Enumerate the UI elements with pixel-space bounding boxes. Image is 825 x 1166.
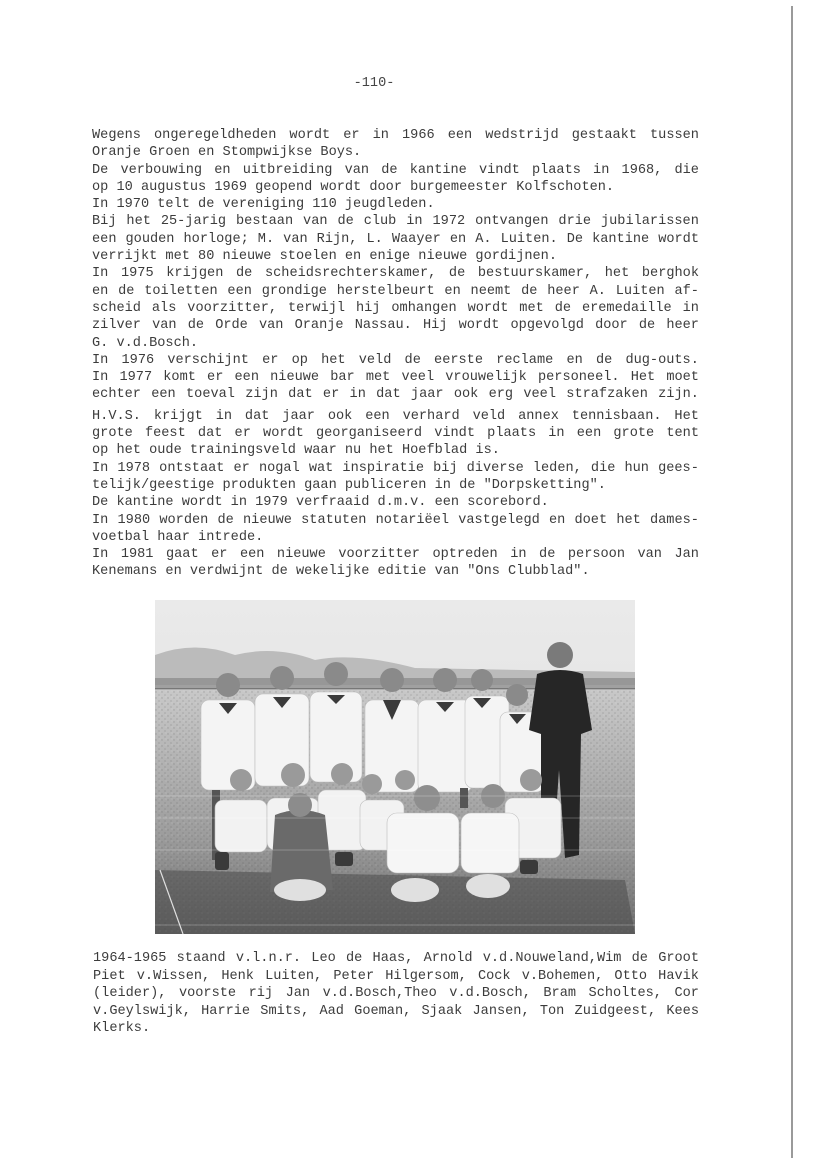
word: de xyxy=(448,266,466,282)
word: optreden xyxy=(432,547,498,563)
word: in xyxy=(593,162,610,178)
word: 1964-1965 xyxy=(93,951,167,966)
word: In xyxy=(92,547,109,563)
word: als xyxy=(151,300,177,316)
word: Hij xyxy=(422,318,448,334)
body-text xyxy=(92,127,699,581)
word: Henk xyxy=(221,968,254,984)
word: de xyxy=(539,547,556,563)
word: van xyxy=(344,162,370,178)
word: Oranje xyxy=(294,318,344,334)
word: van xyxy=(637,547,662,563)
word: voorzitter xyxy=(338,547,420,563)
word: Jan xyxy=(285,986,311,1001)
word: jaar xyxy=(282,408,315,424)
word: In xyxy=(92,266,109,282)
word: grote xyxy=(613,426,655,442)
word: statuten xyxy=(301,512,367,528)
word: tent xyxy=(666,426,699,442)
word: veld xyxy=(472,408,506,424)
word: het xyxy=(126,214,151,230)
word: eerste xyxy=(434,352,483,368)
word: en xyxy=(566,352,583,368)
word: De xyxy=(92,162,109,178)
word: moet xyxy=(666,370,699,386)
word: af- xyxy=(674,283,699,299)
word: v.Geylswijk, xyxy=(93,1003,191,1019)
word: wordt xyxy=(263,426,304,442)
word: komt xyxy=(163,370,196,386)
word: de xyxy=(118,283,135,299)
word: Cor xyxy=(674,986,699,1001)
word: er xyxy=(233,460,250,476)
word: van xyxy=(152,318,177,334)
text-line xyxy=(92,546,699,563)
word: v.d.Bosch, xyxy=(449,986,531,1001)
word: plaats xyxy=(531,162,581,178)
word: de xyxy=(346,951,363,966)
word: nogal xyxy=(258,460,300,476)
text-line xyxy=(92,283,699,300)
team-photo-image xyxy=(155,600,635,934)
word: rij xyxy=(248,986,274,1001)
word: notariëel xyxy=(375,512,450,528)
word: verbouwing xyxy=(120,162,203,178)
word: In xyxy=(92,460,109,476)
word: Peter xyxy=(333,968,375,984)
word: Haas, xyxy=(372,951,414,966)
word: zijn. xyxy=(658,387,699,403)
word: jaar xyxy=(410,387,444,403)
word: in xyxy=(406,214,423,230)
text-line xyxy=(92,213,699,230)
word: grote xyxy=(92,426,133,442)
word: A. xyxy=(589,283,606,299)
text-line xyxy=(92,512,699,529)
word: erg xyxy=(488,387,514,403)
word: Goeman, xyxy=(354,1003,412,1019)
word: scheidsrechterskamer, xyxy=(264,266,437,282)
word: wat xyxy=(308,460,334,476)
caption-line xyxy=(93,985,699,1003)
word: L. xyxy=(366,231,383,247)
word: in xyxy=(510,547,527,563)
word: gouden xyxy=(125,231,175,247)
text-line xyxy=(92,265,699,282)
word: herstelbeurt xyxy=(336,283,435,299)
text-line: op het oude trainingsveld waar nu het Hoefblad is. xyxy=(92,443,500,459)
word: de xyxy=(217,512,234,528)
word: Groot xyxy=(658,951,699,966)
word: er xyxy=(234,426,251,442)
word: het xyxy=(616,512,641,528)
caption-line xyxy=(93,950,699,968)
word: tennisbaan. xyxy=(571,408,662,424)
paragraph-1 xyxy=(92,127,699,404)
word: veld xyxy=(358,352,392,368)
text-line xyxy=(92,162,699,179)
word: dug-outs. xyxy=(625,352,699,368)
word: doet xyxy=(574,512,608,528)
text-line: op 10 augustus 1969 geopend wordt door burgemeester Kolfschoten. xyxy=(92,179,615,195)
word: heer xyxy=(666,318,699,334)
word: plaats xyxy=(487,426,537,442)
word: Het xyxy=(630,370,656,386)
word: v.d.Bosch,Theo xyxy=(322,986,437,1001)
word: in xyxy=(372,128,389,143)
word: wordt xyxy=(458,318,500,334)
word: van xyxy=(283,231,308,247)
word: drie xyxy=(558,214,592,230)
text-line: verrijkt met 80 nieuwe stoelen en enige nieuwe gordijnen. xyxy=(92,249,557,265)
word: met xyxy=(365,370,391,386)
word: horloge; xyxy=(183,231,249,247)
word: Sjaak xyxy=(421,1003,463,1019)
text-line: voetbal haar intrede. xyxy=(92,529,264,545)
word: Het xyxy=(674,408,699,424)
word: Orde xyxy=(215,318,248,334)
word: er xyxy=(262,352,279,368)
word: Bij xyxy=(92,214,117,230)
word: de xyxy=(521,283,538,299)
word: 1975 xyxy=(120,266,154,282)
word: vindt xyxy=(434,426,475,442)
word: Jansen, xyxy=(472,1003,530,1019)
word: 1976 xyxy=(121,352,155,368)
word: toeval xyxy=(186,387,235,403)
word: een xyxy=(234,370,259,386)
word: Luiten, xyxy=(265,968,323,984)
word: voorste xyxy=(178,986,237,1001)
word: zilver xyxy=(92,318,141,334)
word: een xyxy=(151,387,176,403)
word: een xyxy=(447,128,473,143)
word: v.Wissen, xyxy=(136,968,211,984)
word: terwijl xyxy=(287,300,346,316)
word: dat xyxy=(376,387,401,403)
word: v.l.n.r. xyxy=(235,951,302,966)
word: 1968, xyxy=(621,162,663,178)
word: het xyxy=(321,352,346,368)
word: van xyxy=(258,318,284,334)
word: M. xyxy=(257,231,275,247)
word: vastgelegd xyxy=(458,512,540,528)
word: Hilgersom, xyxy=(385,968,467,984)
word: de xyxy=(337,214,354,230)
page-number: -110- xyxy=(353,76,395,91)
word: Scholtes, xyxy=(588,986,662,1001)
word: gaat xyxy=(165,547,199,563)
word: In xyxy=(92,352,109,368)
team-photo xyxy=(155,600,635,934)
word: verschijnt xyxy=(167,352,249,368)
scan-edge-line xyxy=(791,6,793,1158)
word: neemt xyxy=(470,283,512,299)
word: De xyxy=(566,231,584,247)
word: Leo xyxy=(311,951,336,966)
word: Rijn, xyxy=(316,231,358,247)
word: die xyxy=(590,460,616,476)
word: ook xyxy=(327,408,353,424)
text-line xyxy=(92,386,699,403)
word: hun xyxy=(624,460,649,476)
word: (leider), xyxy=(93,986,167,1001)
word: er xyxy=(211,547,228,563)
photo-caption xyxy=(93,950,699,1038)
paragraph-2 xyxy=(92,408,699,581)
word: club xyxy=(363,214,397,230)
word: georganiseerd xyxy=(315,426,423,442)
word: krijgt xyxy=(153,408,203,424)
word: Wegens xyxy=(92,128,141,143)
word: en xyxy=(548,512,566,528)
word: de xyxy=(187,318,205,334)
word: scheid xyxy=(92,300,141,316)
word: en xyxy=(444,283,461,299)
word: en xyxy=(214,162,231,178)
word: dat xyxy=(197,426,223,442)
word: Luiten. xyxy=(500,231,558,247)
word: worden xyxy=(159,512,209,528)
word: Zuidgeest, xyxy=(574,1003,657,1019)
word: dames- xyxy=(649,512,699,528)
word: kantine xyxy=(592,231,650,247)
text-line xyxy=(92,127,699,144)
word: wordt xyxy=(289,128,331,143)
word: het xyxy=(604,266,630,282)
word: opgevolgd xyxy=(510,318,584,334)
text-line: De kantine wordt in 1979 verfraaid d.m.v. een scorebord. xyxy=(92,495,549,511)
caption-line: Klerks. xyxy=(93,1021,151,1036)
word: jubilarissen xyxy=(600,214,699,230)
word: en xyxy=(92,283,109,299)
word: Bram xyxy=(543,986,577,1001)
word: gees- xyxy=(658,460,699,476)
word: verhard xyxy=(402,408,460,424)
word: ook xyxy=(453,387,479,403)
word: Jan xyxy=(674,547,699,563)
word: vindt xyxy=(478,162,520,178)
word: met xyxy=(519,300,544,316)
word: zijn xyxy=(245,387,278,403)
word: de xyxy=(236,266,253,282)
word: ongeregeldheden xyxy=(154,128,277,143)
word: Havik xyxy=(658,968,699,984)
word: bij xyxy=(433,460,458,476)
word: een xyxy=(92,231,117,247)
word: v.d.Nouweland,Wim xyxy=(482,951,622,966)
word: reclame xyxy=(496,352,554,368)
word: Cock xyxy=(477,968,511,984)
text-line: telijk/geestige produkten gaan publiceren in de "Dorpsketting". xyxy=(92,477,606,493)
word: Luiten xyxy=(615,283,665,299)
word: de xyxy=(381,162,398,178)
text-line: In 1970 telt de vereniging 110 jeugdleden. xyxy=(92,197,435,213)
word: de xyxy=(638,318,656,334)
word: ontstaat xyxy=(159,460,225,476)
text-line xyxy=(92,425,699,442)
word: in xyxy=(215,408,233,424)
word: nieuwe xyxy=(243,512,292,528)
word: Arnold xyxy=(423,951,473,966)
word: leden, xyxy=(532,460,582,476)
word: in xyxy=(349,387,366,403)
word: In xyxy=(92,512,109,528)
word: in xyxy=(682,300,699,316)
word: Ton xyxy=(539,1003,565,1019)
text-line xyxy=(92,369,699,386)
word: een xyxy=(365,408,390,424)
word: wordt xyxy=(658,231,699,247)
word: de xyxy=(404,352,421,368)
word: inspiratie xyxy=(342,460,424,476)
word: 1978 xyxy=(117,460,151,476)
text-line xyxy=(92,460,699,477)
word: die xyxy=(674,162,699,178)
word: 25-jarig xyxy=(160,214,227,230)
word: persoon xyxy=(567,547,625,563)
word: de xyxy=(554,300,572,316)
text-line xyxy=(92,231,699,248)
word: diverse xyxy=(466,460,524,476)
word: er xyxy=(207,370,224,386)
word: omhangen xyxy=(391,300,457,316)
word: wordt xyxy=(467,300,509,316)
word: bestuurskamer, xyxy=(477,266,593,282)
text-line xyxy=(92,408,699,425)
word: en xyxy=(449,231,467,247)
word: personeel. xyxy=(537,370,620,386)
word: van xyxy=(303,214,328,230)
word: A. xyxy=(475,231,492,247)
word: ontvangen xyxy=(475,214,549,230)
word: heer xyxy=(547,283,580,299)
word: in xyxy=(548,426,565,442)
word: grondige xyxy=(261,283,327,299)
word: Piet xyxy=(93,968,126,984)
word: nieuwe xyxy=(276,547,326,563)
word: Nassau. xyxy=(354,318,412,334)
word: de xyxy=(595,352,613,368)
word: gestaakt xyxy=(571,128,637,143)
word: nieuwe xyxy=(270,370,320,386)
word: annex xyxy=(518,408,559,424)
word: strafzaken xyxy=(566,387,648,403)
word: echter xyxy=(92,387,141,403)
text-line xyxy=(92,317,699,334)
text-line: Kenemans en verdwijnt de wekelijke editie van "Ons Clubblad". xyxy=(92,564,590,580)
word: H.V.S. xyxy=(92,408,141,424)
word: Aad xyxy=(319,1003,344,1019)
word: op xyxy=(291,352,308,368)
word: hij xyxy=(355,300,381,316)
text-line xyxy=(92,352,699,369)
word: berghok xyxy=(641,266,699,282)
word: er xyxy=(322,387,340,403)
word: eremedaille xyxy=(581,300,672,316)
word: bar xyxy=(330,370,355,386)
word: 1981 xyxy=(120,547,154,563)
word: vrouwelijk xyxy=(445,370,527,386)
word: v.Bohemen, xyxy=(521,968,604,984)
word: bestaan xyxy=(236,214,294,230)
word: krijgen xyxy=(166,266,224,282)
word: voorzitter, xyxy=(187,300,278,316)
word: uitbreiding xyxy=(242,162,333,178)
word: Smits, xyxy=(260,1003,310,1019)
caption-line xyxy=(93,968,699,986)
word: wedstrijd xyxy=(485,128,559,143)
word: veel xyxy=(401,370,435,386)
word: tussen xyxy=(650,128,699,143)
word: feest xyxy=(144,426,186,442)
word: 1972 xyxy=(432,214,466,230)
word: een xyxy=(239,547,265,563)
word: dat xyxy=(244,408,270,424)
word: 1966 xyxy=(402,128,435,143)
word: In xyxy=(92,370,109,386)
word: kantine xyxy=(409,162,467,178)
word: een xyxy=(227,283,252,299)
word: een xyxy=(576,426,602,442)
word: staand xyxy=(176,951,226,966)
text-line: G. v.d.Bosch. xyxy=(92,335,199,351)
word: door xyxy=(595,318,628,334)
word: Harrie xyxy=(201,1003,251,1019)
word: toiletten xyxy=(144,283,218,299)
word: 1980 xyxy=(117,512,151,528)
word: veel xyxy=(523,387,556,403)
caption-line xyxy=(93,1003,699,1021)
text-line: Oranje Groen en Stompwijkse Boys. xyxy=(92,145,362,161)
word: er xyxy=(343,128,360,143)
word: dat xyxy=(288,387,313,403)
word: Waayer xyxy=(391,231,441,247)
word: Kees xyxy=(666,1003,699,1019)
word: Otto xyxy=(614,968,648,984)
text-line xyxy=(92,300,699,317)
word: 1977 xyxy=(119,370,153,386)
word: de xyxy=(631,951,648,966)
